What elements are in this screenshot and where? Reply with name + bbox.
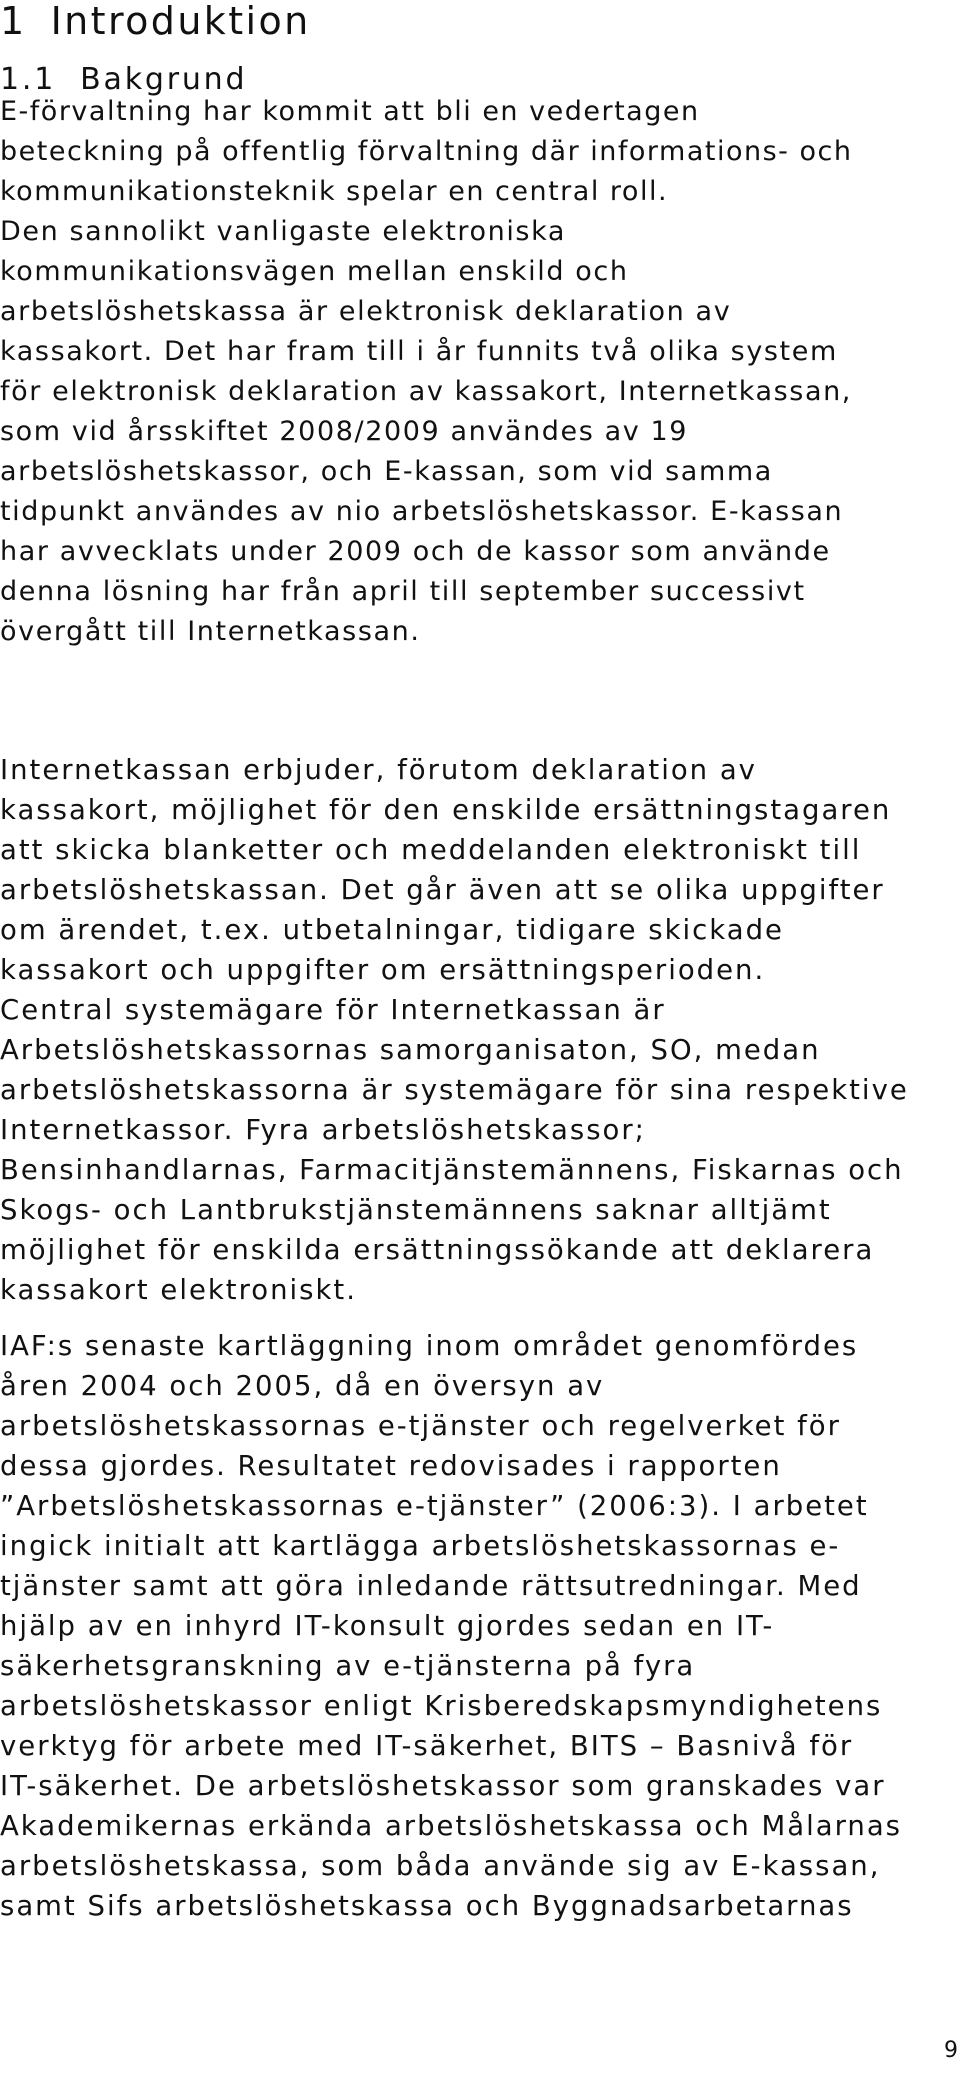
section-title: Introduktion <box>50 0 311 43</box>
text-line: denna lösning har från april till september successivt <box>0 576 806 607</box>
text-line: att skicka blanketter och meddelanden elektroniskt till <box>0 834 862 866</box>
subsection-title: Bakgrund <box>80 62 248 97</box>
text-line: samt Sifs arbetslöshetskassa och Byggnadsarbetarnas <box>0 1890 854 1922</box>
text-line: arbetslöshetskassa, som båda använde sig av E-kassan, <box>0 1850 881 1882</box>
paragraph-3 <box>0 750 960 1310</box>
text-line: som vid årsskiftet 2008/2009 användes av 19 <box>0 416 689 447</box>
text-line: Arbetslöshetskassornas samorganisaton, SO, medan <box>0 1034 821 1066</box>
text-line: arbetslöshetskassa är elektronisk deklaration av <box>0 296 732 327</box>
text-line: åren 2004 och 2005, då en översyn av <box>0 1370 605 1402</box>
text-line: har avvecklats under 2009 och de kassor som använde <box>0 536 831 567</box>
text-line: möjlighet för enskilda ersättningssökande att deklarera <box>0 1234 875 1266</box>
page-number: 9 <box>944 2038 958 2063</box>
text-line: IT-säkerhet. De arbetslöshetskassor som granskades var <box>0 1770 886 1802</box>
text-line: ingick initialt att kartlägga arbetslöshetskassornas e- <box>0 1530 841 1562</box>
text-line: Akademikernas erkända arbetslöshetskassa och Målarnas <box>0 1810 902 1842</box>
text-line: tidpunkt användes av nio arbetslöshetskassor. E-kassan <box>0 496 844 527</box>
section-number: 1 <box>0 0 27 43</box>
text-line: kassakort elektroniskt. <box>0 1274 357 1306</box>
text-line: kassakort, möjlighet för den enskilde ersättningstagaren <box>0 794 892 826</box>
text-line: arbetslöshetskassorna är systemägare för sina respektive <box>0 1074 909 1106</box>
text-line: IAF:s senaste kartläggning inom området genomfördes <box>0 1330 859 1362</box>
text-line: arbetslöshetskassor enligt Krisberedskapsmyndighetens <box>0 1690 883 1722</box>
text-line: arbetslöshetskassor, och E-kassan, som vid samma <box>0 456 773 487</box>
text-line: Central systemägare för Internetkassan är <box>0 994 666 1026</box>
paragraph-2 <box>0 212 960 652</box>
text-line: arbetslöshetskassornas e-tjänster och regelverket för <box>0 1410 841 1442</box>
text-line: om ärendet, t.ex. utbetalningar, tidigare skickade <box>0 914 784 946</box>
paragraph-1 <box>0 92 960 212</box>
text-line: arbetslöshetskassan. Det går även att se olika uppgifter <box>0 874 885 906</box>
text-line: beteckning på offentlig förvaltning där informations- och <box>0 136 853 167</box>
text-line: Bensinhandlarnas, Farmacitjänstemännens, Fiskarnas och <box>0 1154 904 1186</box>
text-line: övergått till Internetkassan. <box>0 616 421 647</box>
text-line: verktyg för arbete med IT-säkerhet, BITS – Basnivå för <box>0 1730 854 1762</box>
text-line: kommunikationsvägen mellan enskild och <box>0 256 629 287</box>
text-line: hjälp av en inhyrd IT-konsult gjordes sedan en IT- <box>0 1610 775 1642</box>
text-line: kommunikationsteknik spelar en central roll. <box>0 176 669 207</box>
subsection-number: 1.1 <box>0 62 57 97</box>
text-line: dessa gjordes. Resultatet redovisades i rapporten <box>0 1450 782 1482</box>
text-line: Internetkassor. Fyra arbetslöshetskassor; <box>0 1114 646 1146</box>
text-line: för elektronisk deklaration av kassakort, Internetkassan, <box>0 376 852 407</box>
text-line: Skogs- och Lantbrukstjänstemännens saknar alltjämt <box>0 1194 832 1226</box>
text-line: E-förvaltning har kommit att bli en vedertagen <box>0 96 700 127</box>
text-line: tjänster samt att göra inledande rättsutredningar. Med <box>0 1570 862 1602</box>
paragraph-4 <box>0 1326 960 1926</box>
text-line: Den sannolikt vanligaste elektroniska <box>0 216 566 247</box>
text-line: kassakort. Det har fram till i år funnits två olika system <box>0 336 838 367</box>
text-line: säkerhetsgranskning av e-tjänsterna på fyra <box>0 1650 696 1682</box>
text-line: kassakort och uppgifter om ersättningsperioden. <box>0 954 766 986</box>
text-line: Internetkassan erbjuder, förutom deklaration av <box>0 754 757 786</box>
section-heading <box>0 0 311 42</box>
text-line: ”Arbetslöshetskassornas e-tjänster” (2006:3). I arbetet <box>0 1490 869 1522</box>
